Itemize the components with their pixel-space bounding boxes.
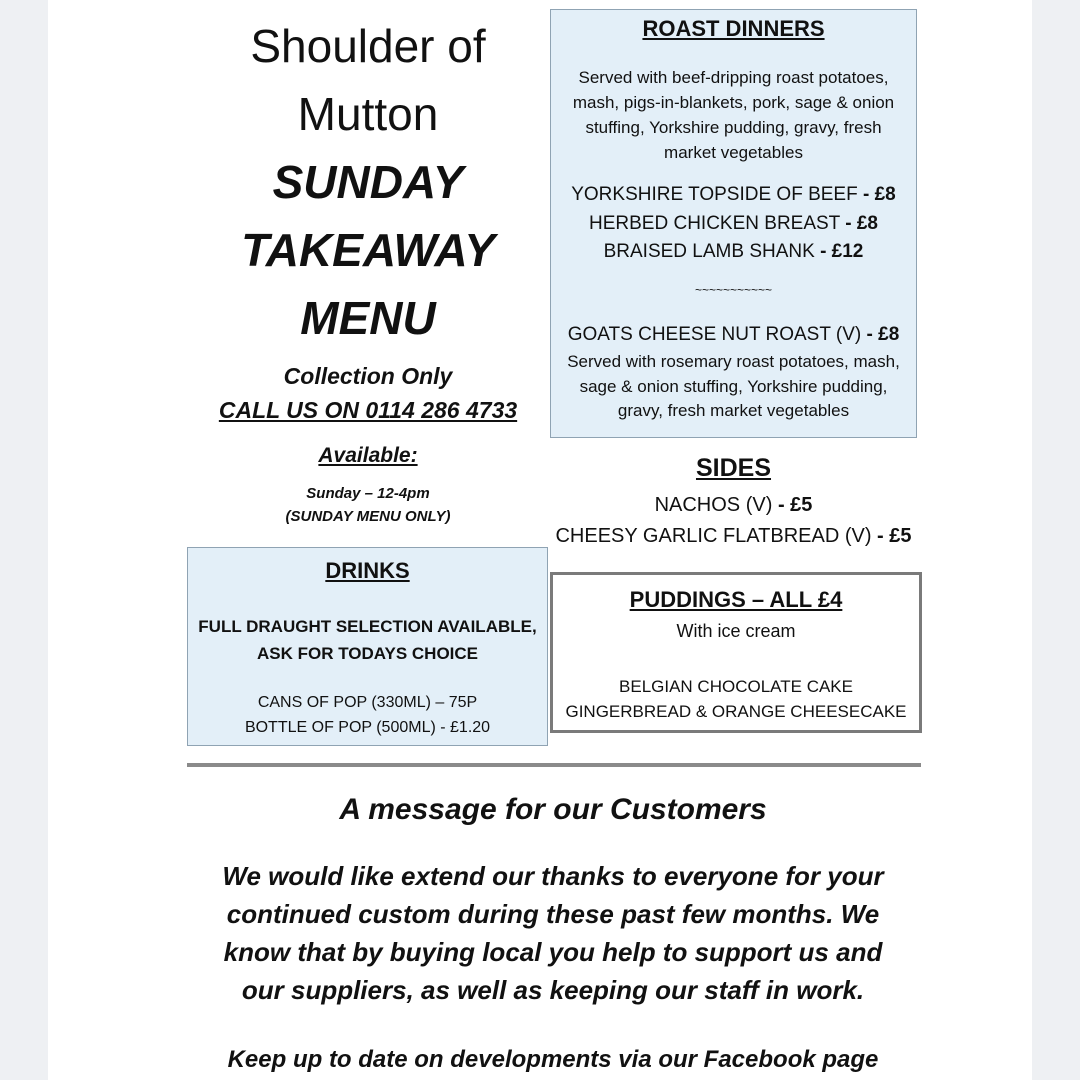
roast-desc-line: stuffing, Yorkshire pudding, gravy, fresh bbox=[585, 118, 882, 137]
drink-item-bottle: BOTTLE OF POP (500ML) - £1.20 bbox=[244, 719, 491, 736]
message-body bbox=[148, 857, 958, 1009]
roast-items bbox=[551, 181, 916, 267]
roast-item-lamb bbox=[551, 238, 916, 267]
menu-page bbox=[48, 0, 1032, 1080]
roast-item-beef bbox=[551, 181, 916, 210]
pudding-item-cheesecake: GINGERBREAD & ORANGE CHEESECAKE bbox=[565, 702, 907, 721]
roast-desc-line: Served with beef-dripping roast potatoes, bbox=[578, 68, 889, 87]
item-price: - £12 bbox=[820, 241, 864, 262]
roast-dinners-box bbox=[550, 9, 917, 438]
sides-heading: SIDES bbox=[695, 454, 772, 482]
item-name: CHEESY GARLIC FLATBREAD (V) bbox=[555, 525, 872, 547]
message-heading: A message for our Customers bbox=[339, 793, 767, 826]
message-line: continued custom during these past few months. We bbox=[226, 899, 880, 929]
phone-number: CALL US ON 0114 286 4733 bbox=[218, 397, 518, 423]
puddings-items bbox=[553, 674, 919, 724]
item-price: - £8 bbox=[845, 212, 878, 234]
side-item-flatbread bbox=[530, 521, 937, 552]
pudding-item-cake: BELGIAN CHOCOLATE CAKE bbox=[619, 677, 853, 696]
draught-note bbox=[188, 613, 547, 667]
roast-desc-line: mash, pigs-in-blankets, pork, sage & onion bbox=[572, 93, 895, 112]
puddings-sub: With ice cream bbox=[676, 621, 796, 641]
draught-line: FULL DRAUGHT SELECTION AVAILABLE, bbox=[198, 617, 537, 636]
available-heading: Available: bbox=[318, 444, 418, 467]
title-line-4: TAKEAWAY bbox=[241, 224, 495, 276]
roast-desc-line: market vegetables bbox=[664, 143, 803, 162]
roast-item-chicken bbox=[551, 210, 916, 239]
item-price: - £8 bbox=[863, 184, 896, 205]
veg-desc-line: gravy, fresh market vegetables bbox=[617, 401, 850, 420]
drinks-box bbox=[187, 547, 548, 746]
sides-items bbox=[530, 490, 937, 552]
roast-description bbox=[551, 65, 916, 165]
roast-item-veg bbox=[551, 324, 916, 346]
available-time: Sunday – 12-4pm bbox=[306, 485, 430, 502]
draught-line: ASK FOR TODAYS CHOICE bbox=[256, 644, 479, 663]
title-line-3: SUNDAY bbox=[272, 156, 464, 208]
title-line-5: MENU bbox=[300, 292, 436, 344]
item-price: - £8 bbox=[866, 324, 900, 345]
veg-desc-line: sage & onion stuffing, Yorkshire pudding, bbox=[579, 376, 888, 396]
facebook-note: Keep up to date on developments via our Facebook page bbox=[227, 1046, 879, 1073]
message-line: know that by buying local you help to support us and bbox=[223, 937, 883, 967]
item-name: NACHOS (V) bbox=[654, 494, 773, 516]
drinks-heading: DRINKS bbox=[325, 558, 410, 583]
item-price: - £5 bbox=[877, 525, 912, 547]
puddings-box bbox=[550, 572, 922, 733]
message-line: We would like extend our thanks to everyone for your bbox=[222, 861, 884, 891]
item-name: HERBED CHICKEN BREAST bbox=[589, 212, 840, 234]
item-name: BRAISED LAMB SHANK bbox=[603, 241, 815, 262]
section-divider bbox=[187, 763, 921, 767]
roast-heading: ROAST DINNERS bbox=[642, 16, 825, 41]
title-line-1: Shoulder of bbox=[250, 20, 486, 72]
collection-only: Collection Only bbox=[283, 363, 453, 389]
veg-description bbox=[551, 350, 916, 424]
item-name: GOATS CHEESE NUT ROAST (V) bbox=[567, 324, 862, 345]
roast-divider: ~~~~~~~~~~~ bbox=[694, 283, 773, 297]
title-line-2: Mutton bbox=[297, 88, 439, 140]
puddings-heading: PUDDINGS – ALL £4 bbox=[629, 587, 843, 612]
available-note: (SUNDAY MENU ONLY) bbox=[285, 508, 451, 525]
side-item-nachos bbox=[530, 490, 937, 521]
drink-item-cans: CANS OF POP (330ML) – 75P bbox=[257, 694, 478, 711]
message-line: our suppliers, as well as keeping our staff in work. bbox=[241, 975, 865, 1005]
veg-desc-line: Served with rosemary roast potatoes, mash, bbox=[567, 352, 900, 371]
drinks-items bbox=[188, 690, 547, 740]
item-price: - £5 bbox=[777, 494, 813, 516]
restaurant-title bbox=[166, 12, 570, 352]
item-name: YORKSHIRE TOPSIDE OF BEEF bbox=[571, 184, 858, 205]
